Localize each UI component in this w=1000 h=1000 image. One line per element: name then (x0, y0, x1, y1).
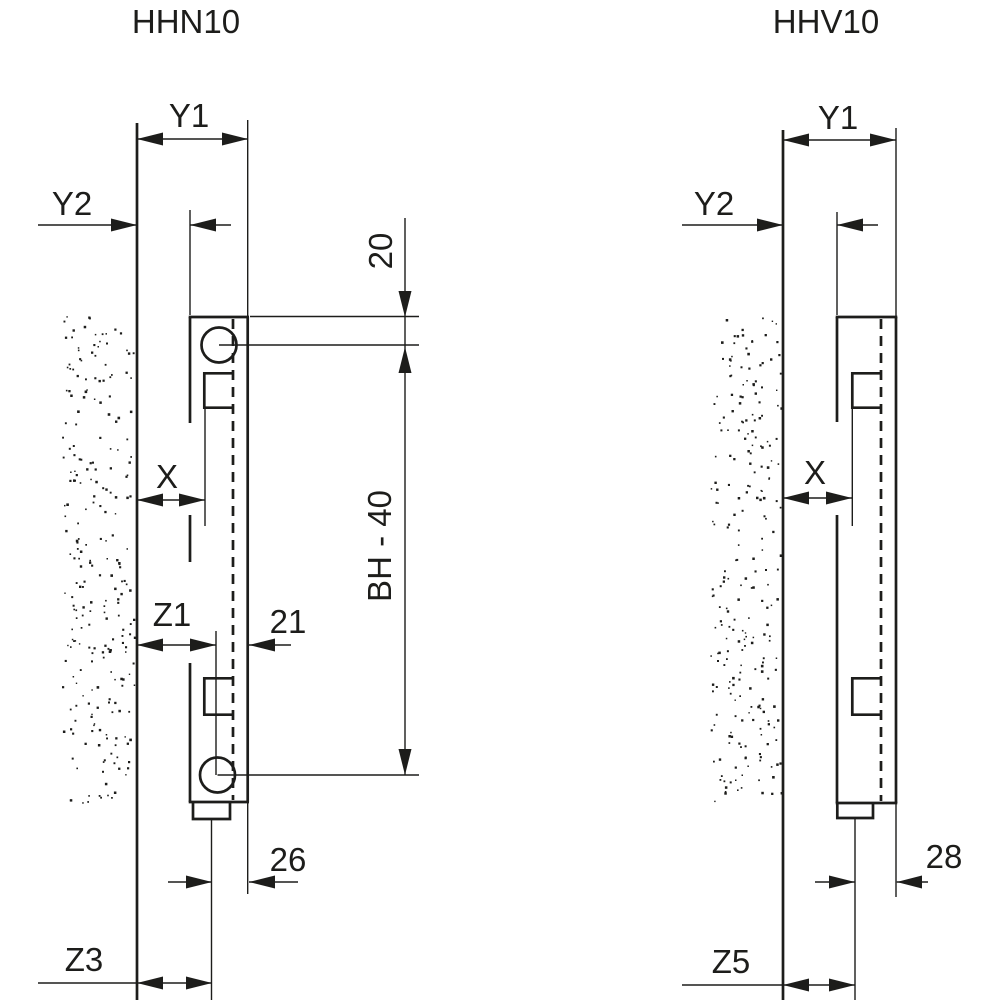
arrow-left-icon (137, 639, 163, 652)
dim-y1-left (137, 97, 248, 146)
dim-x-left (137, 458, 205, 507)
arrow-left-icon (783, 979, 809, 992)
arrow-right-icon (111, 219, 137, 232)
dim-y2-label: Y2 (693, 185, 735, 222)
dim-y1-label: Y1 (168, 97, 210, 134)
dim-z3-label: Z3 (64, 941, 104, 978)
arrow-right-icon (179, 494, 205, 507)
hhn10-figure (38, 3, 419, 1000)
upper-wall-bracket (204, 373, 233, 407)
dim-28 (815, 838, 962, 889)
dim-z5-label: Z5 (711, 943, 751, 980)
arrow-right-icon (757, 219, 783, 232)
dim-y1-right (783, 99, 896, 147)
dim-y2-right (682, 185, 878, 232)
dim-x-label: X (803, 454, 827, 491)
dim-28-label: 28 (925, 838, 963, 875)
arrow-up-icon (399, 347, 412, 373)
arrow-right-icon (186, 977, 212, 990)
hhn10-title: HHN10 (131, 3, 241, 40)
arrow-right-icon (222, 133, 248, 146)
dim-x-right (783, 454, 852, 505)
arrow-left-icon (137, 977, 163, 990)
arrow-left-icon (783, 492, 809, 505)
arrow-right-icon (870, 134, 896, 147)
arrow-left-icon (897, 876, 922, 889)
dim-21-label: 21 (269, 603, 307, 640)
arrow-right-icon (190, 639, 216, 652)
dim-x-label: X (155, 458, 179, 495)
radiator-panel-right (836, 317, 898, 818)
dim-26 (168, 841, 306, 889)
arrow-left-icon (190, 219, 216, 232)
lower-wall-bracket (204, 678, 233, 714)
dim-y1-label: Y1 (817, 99, 859, 136)
arrow-left-icon (249, 639, 275, 652)
arrow-right-icon (829, 876, 855, 889)
lower-wall-bracket (852, 678, 881, 714)
upper-wall-bracket (852, 373, 881, 407)
dim-21 (249, 603, 306, 652)
wall-hatch-right (710, 318, 783, 803)
dim-bh40-label: BH - 40 (361, 490, 398, 602)
hhv10-title: HHV10 (772, 3, 880, 40)
dim-z3 (38, 941, 212, 990)
wall-hatch-left (62, 316, 136, 804)
dim-z1 (137, 596, 216, 652)
radiator-panel-left (189, 317, 249, 819)
arrow-right-icon (186, 876, 212, 889)
arrow-left-icon (783, 134, 809, 147)
dim-z1-label: Z1 (152, 596, 192, 633)
bottom-connection-stub (837, 803, 873, 818)
dim-26-label: 26 (269, 841, 307, 878)
arrow-right-icon (829, 979, 855, 992)
arrow-left-icon (137, 494, 163, 507)
dim-z5 (682, 943, 855, 992)
dim-y2-left (38, 185, 231, 232)
arrow-down-icon (399, 291, 412, 317)
bottom-connection-stub (193, 802, 230, 819)
hhv10-figure (682, 3, 962, 1000)
arrow-down-icon (399, 749, 412, 775)
arrow-right-icon (826, 492, 852, 505)
arrow-left-icon (137, 133, 163, 146)
extension-lines-right (837, 128, 896, 1000)
dim-y2-label: Y2 (51, 185, 93, 222)
dim-20-bh40 (361, 218, 412, 775)
dim-20-label: 20 (362, 232, 399, 270)
arrow-left-icon (837, 219, 863, 232)
